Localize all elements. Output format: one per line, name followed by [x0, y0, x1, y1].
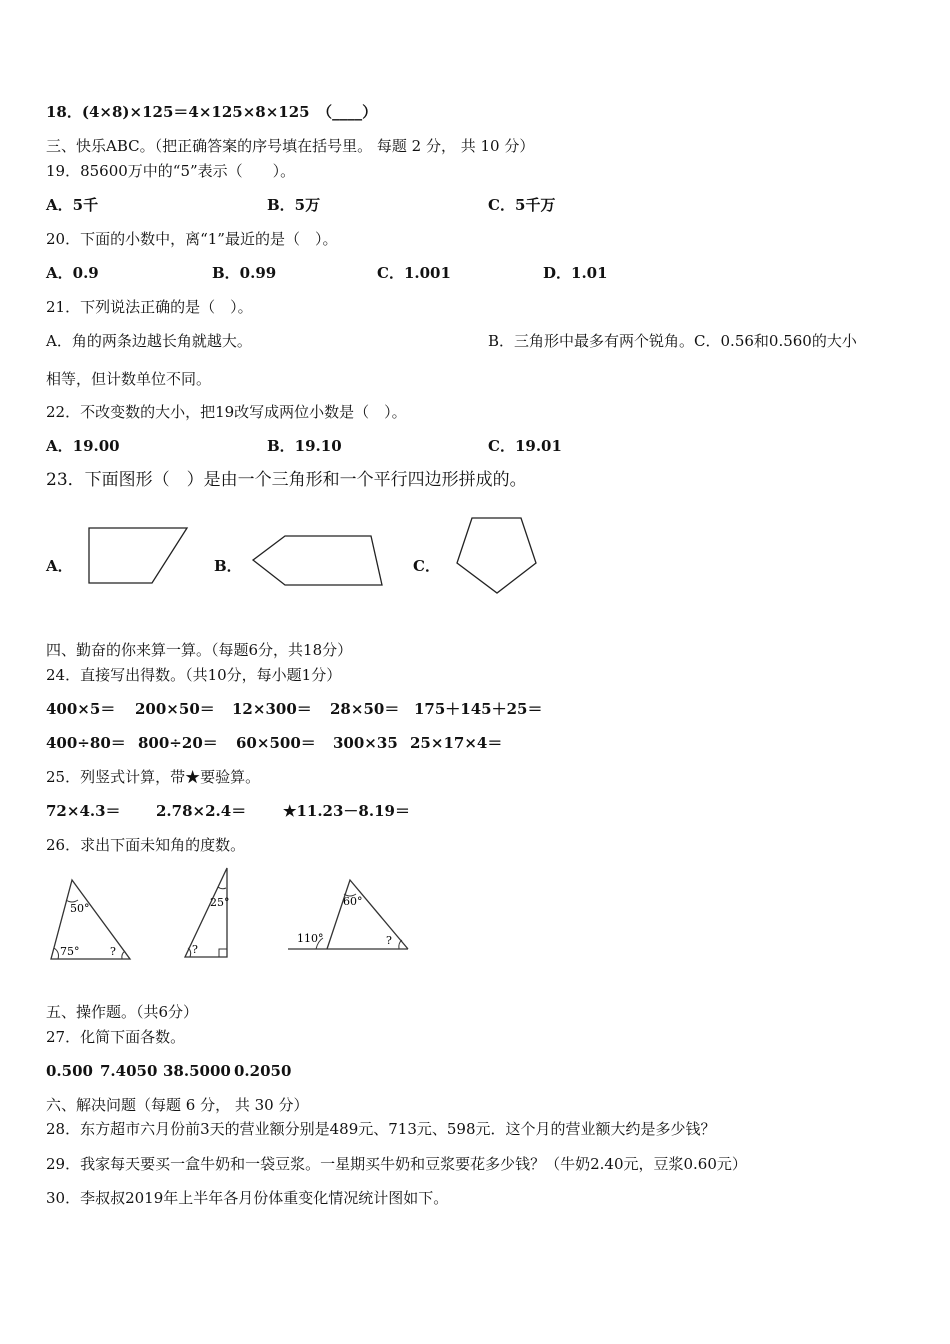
- q21-option-bc: B．三角形中最多有两个锐角。C．0.56和0.560的大小: [488, 332, 857, 350]
- t1-angle-left: 75°: [60, 945, 80, 958]
- q24-r1-item: 400×5＝: [46, 700, 116, 718]
- q19-option-b: B．5万: [267, 196, 321, 214]
- t3-exterior-angle: 110°: [297, 932, 324, 945]
- q21-option-a: A．角的两条边越长角就越大。: [46, 332, 252, 350]
- question-18: 18．(4×8)×125＝4×125×8×125 （____）: [46, 103, 378, 121]
- q24-r2-item: 25×17×4＝: [410, 734, 503, 752]
- t1-angle-top: 50°: [70, 902, 90, 915]
- triangle-2: [185, 868, 230, 957]
- q23-shapes: [0, 510, 950, 630]
- question-22-stem: 22．不改变数的大小，把19改写成两位小数是（ ）。: [46, 403, 407, 421]
- q20-option-a: A．0.9: [46, 264, 99, 282]
- q23-label-a: A．: [46, 557, 73, 575]
- shape-a-trapezoid: [89, 528, 187, 583]
- question-29: 29．我家每天要买一盒牛奶和一袋豆浆。一星期买牛奶和豆浆要花多少钱？（牛奶2.40元，豆浆0.60元）: [46, 1155, 747, 1173]
- q19-option-c: C．5千万: [488, 196, 556, 214]
- q21-continuation: 相等，但计数单位不同。: [46, 370, 212, 388]
- question-25-stem: 25．列竖式计算，带★要验算。: [46, 768, 261, 786]
- triangle-1: [51, 880, 130, 959]
- question-24-stem: 24．直接写出得数。（共10分，每小题1分）: [46, 666, 342, 684]
- q24-r2-item: 800÷20＝: [138, 734, 218, 752]
- question-27-stem: 27．化简下面各数。: [46, 1028, 186, 1046]
- q24-r1-item: 200×50＝: [135, 700, 215, 718]
- q20-option-c: C．1.001: [377, 264, 451, 282]
- q24-r2-item: 400÷80＝: [46, 734, 126, 752]
- question-20-stem: 20．下面的小数中，离“1”最近的是（ ）。: [46, 230, 338, 248]
- q27-number: 7.4050: [100, 1062, 158, 1080]
- section-5-heading: 五、操作题。（共6分）: [46, 1003, 199, 1021]
- q24-r1-item: 175＋145＋25＝: [414, 700, 543, 718]
- q23-label-b: B．: [214, 557, 242, 575]
- q26-triangles: [0, 860, 950, 970]
- triangle-3: [288, 880, 408, 949]
- section-3-heading: 三、快乐ABC。（把正确答案的序号填在括号里。 每题 2 分， 共 10 分）: [46, 137, 535, 155]
- q19-option-a: A．5千: [46, 196, 99, 214]
- q25-item: ★11.23－8.19＝: [283, 802, 410, 820]
- q25-item: 72×4.3＝: [46, 802, 121, 820]
- question-19-stem: 19．85600万中的“5”表示（ ）。: [46, 162, 296, 180]
- q20-option-d: D．1.01: [543, 264, 608, 282]
- q20-option-b: B．0.99: [212, 264, 277, 282]
- t1-angle-right: ?: [110, 945, 116, 958]
- shape-b-pentagon: [253, 536, 382, 585]
- question-28: 28．东方超市六月份前3天的营业额分别是489元、713元、598元．这个月的营业额大约是多少钱？: [46, 1120, 716, 1138]
- q22-option-b: B．19.10: [267, 437, 342, 455]
- question-26-stem: 26．求出下面未知角的度数。: [46, 836, 246, 854]
- q24-r1-item: 28×50＝: [330, 700, 400, 718]
- t3-angle-top: 60°: [343, 895, 363, 908]
- t2-angle-bottom: ?: [192, 943, 198, 956]
- q22-option-a: A．19.00: [46, 437, 120, 455]
- q27-number: 0.500: [46, 1062, 93, 1080]
- shape-c-pentagon: [457, 518, 536, 593]
- question-21-stem: 21．下列说法正确的是（ ）。: [46, 298, 253, 316]
- question-23-stem: 23．下面图形（ ）是由一个三角形和一个平行四边形拼成的。: [46, 470, 527, 490]
- t3-angle-right: ?: [386, 934, 392, 947]
- q25-item: 2.78×2.4＝: [156, 802, 247, 820]
- q24-r2-item: 60×500＝: [236, 734, 316, 752]
- q27-number: 0.2050: [234, 1062, 292, 1080]
- q24-r2-item: 300×35: [333, 734, 398, 752]
- q24-r1-item: 12×300＝: [232, 700, 312, 718]
- t2-angle-top: 25°: [210, 896, 230, 909]
- section-4-heading: 四、勤奋的你来算一算。（每题6分，共18分）: [46, 641, 353, 659]
- q27-number: 38.5000: [163, 1062, 231, 1080]
- section-6-heading: 六、解决问题（每题 6 分， 共 30 分）: [46, 1096, 309, 1114]
- q22-option-c: C．19.01: [488, 437, 562, 455]
- question-30: 30．李叔叔2019年上半年各月份体重变化情况统计图如下。: [46, 1189, 449, 1207]
- q23-label-c: C．: [413, 557, 440, 575]
